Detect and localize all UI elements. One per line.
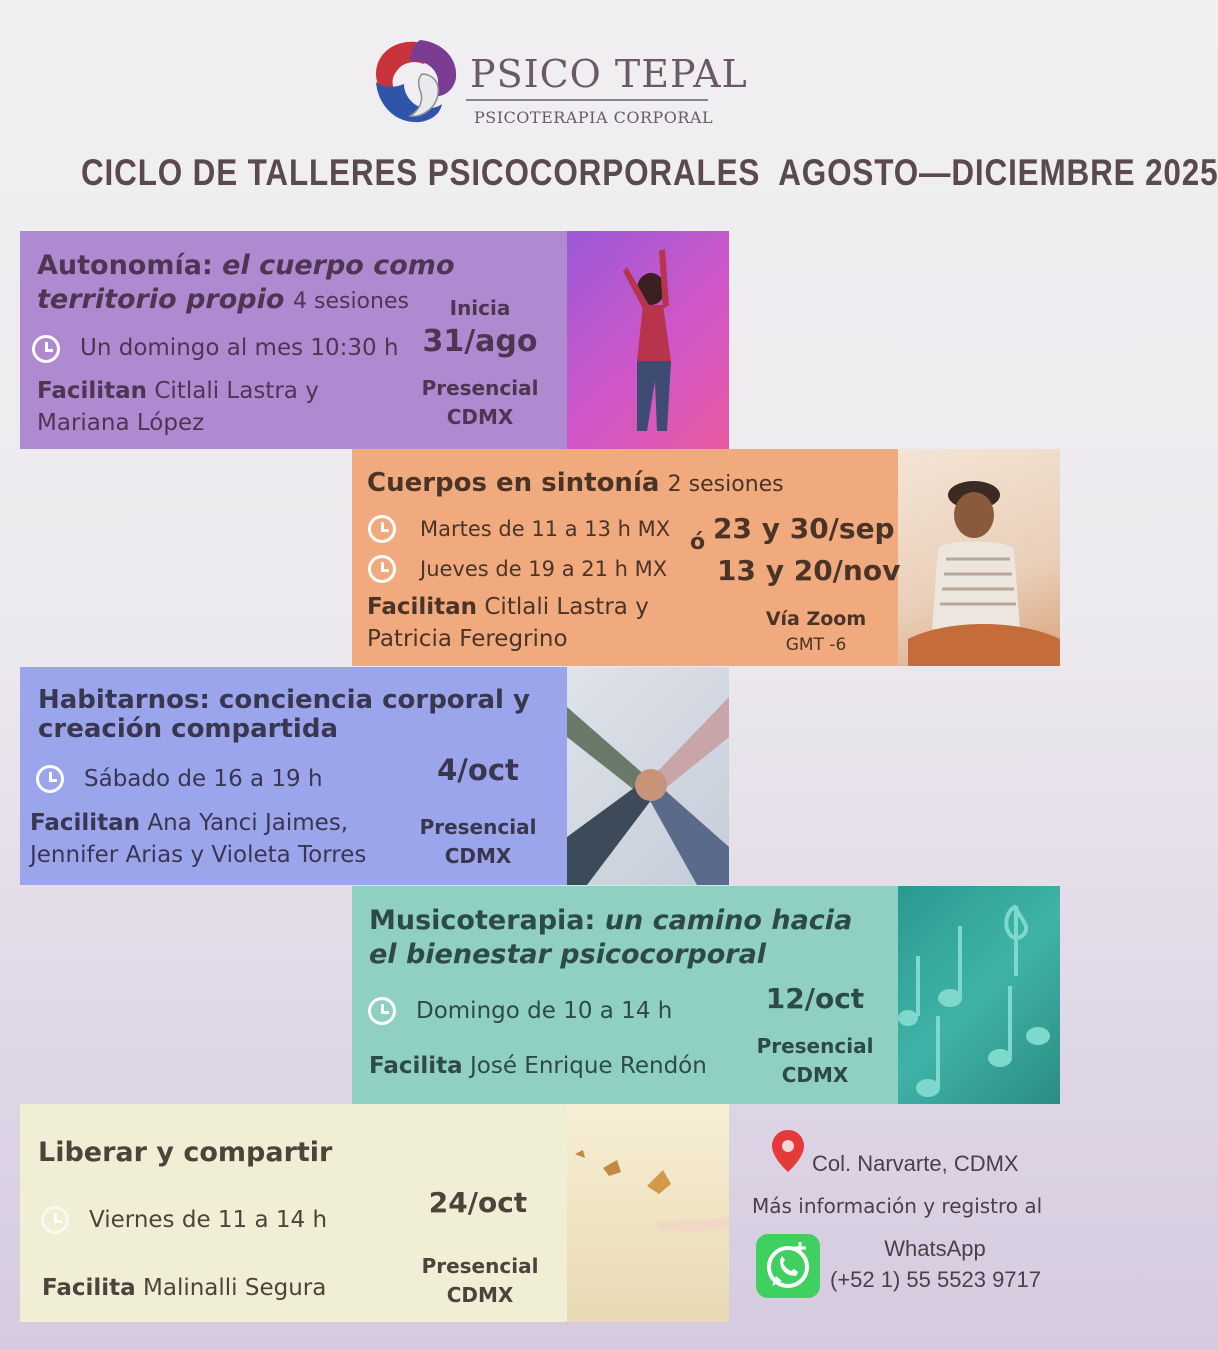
workshop-title: Habitarnos: conciencia corporal y — [38, 685, 530, 715]
schedule-text: Martes de 11 a 13 h MX — [420, 517, 671, 541]
self-hug-photo — [898, 449, 1060, 666]
schedule-text: Viernes de 11 a 14 h — [89, 1207, 328, 1233]
mode-label: Presencial — [421, 1254, 539, 1278]
schedule-text-2: Jueves de 19 a 21 h MX — [420, 557, 668, 581]
clock-icon — [368, 515, 396, 543]
workshop-title: Autonomía: el cuerpo como — [37, 250, 455, 281]
sessions-count: 2 sesiones — [667, 472, 784, 497]
city-label: CDMX — [444, 844, 512, 868]
city-label: CDMX — [446, 1283, 514, 1307]
workshop-title: Liberar y compartir — [38, 1137, 333, 1168]
workshop-date: 24/oct — [428, 1186, 528, 1219]
facilitators-line2: Jennifer Arias y Violeta Torres — [30, 842, 367, 868]
workshop-title-line2: creación compartida — [38, 714, 339, 744]
logo-mark-icon — [370, 34, 462, 128]
facilitators-line2: Patricia Feregrino — [367, 626, 568, 652]
facilitators: Facilitan Citlali Lastra y — [367, 594, 649, 620]
mode-label: Presencial — [419, 815, 537, 839]
schedule-text: Domingo de 10 a 14 h — [416, 998, 673, 1024]
whatsapp-label: WhatsApp — [884, 1236, 986, 1261]
clock-icon — [36, 765, 64, 793]
mode-label: Presencial — [421, 376, 539, 400]
location-text: Col. Narvarte, CDMX — [812, 1151, 1019, 1176]
facilitators: Facilitan Ana Yanci Jaimes, — [30, 810, 349, 836]
workshop-date: 12/oct — [765, 982, 865, 1015]
facilitators: Facilitan Citlali Lastra y — [37, 378, 319, 404]
brand-name: PSICO TEPAL — [470, 52, 748, 96]
workshop-date-2: 13 y 20/nov — [717, 554, 901, 587]
start-label: Inicia — [449, 296, 511, 320]
facilitators-line2: Mariana López — [37, 410, 205, 436]
page-title: CICLO DE TALLERES PSICOCORPORALES AGOSTO—DICIEMBRE 2025 — [81, 152, 1218, 193]
workshop-title: Cuerpos en sintonía 2 sesiones — [367, 468, 784, 498]
workshop-date: 31/ago — [422, 324, 538, 359]
workshop-date: 23 y 30/sep — [713, 512, 895, 545]
clock-icon — [368, 997, 396, 1025]
clock-icon — [32, 335, 60, 363]
dancer-photo — [567, 231, 729, 449]
workshop-title-line2: el bienestar psicocorporal — [369, 939, 767, 970]
brand-tagline: PSICOTERAPIA CORPORAL — [474, 108, 714, 127]
city-label: CDMX — [781, 1063, 849, 1087]
mode-label: Vía Zoom — [765, 608, 867, 630]
butterflies-photo — [567, 1104, 729, 1322]
map-pin-icon — [770, 1128, 806, 1174]
workshop-title-line2: territorio propio 4 sesiones — [37, 284, 409, 315]
city-label: CDMX — [446, 405, 514, 429]
facilitators: Facilita Malinalli Segura — [42, 1275, 327, 1301]
whatsapp-icon[interactable] — [756, 1234, 820, 1298]
brand-divider — [466, 99, 708, 101]
clock-icon — [368, 555, 396, 583]
or-label: ó — [690, 530, 706, 555]
facilitators: Facilita José Enrique Rendón — [369, 1053, 707, 1079]
timezone-label: GMT -6 — [785, 635, 847, 655]
phone-number[interactable]: (+52 1) 55 5523 9717 — [830, 1267, 1042, 1292]
info-text: Más información y registro al — [752, 1194, 1043, 1218]
workshop-title: Musicoterapia: un camino hacia — [369, 905, 853, 936]
clock-icon — [41, 1206, 69, 1234]
music-notes-photo — [898, 886, 1060, 1104]
sessions-count: 4 sesiones — [293, 289, 409, 314]
mode-label: Presencial — [756, 1034, 874, 1058]
workshop-date: 4/oct — [437, 753, 519, 787]
schedule-text: Sábado de 16 a 19 h — [84, 766, 323, 792]
joined-hands-photo — [567, 667, 729, 885]
schedule-text: Un domingo al mes 10:30 h — [80, 335, 399, 361]
